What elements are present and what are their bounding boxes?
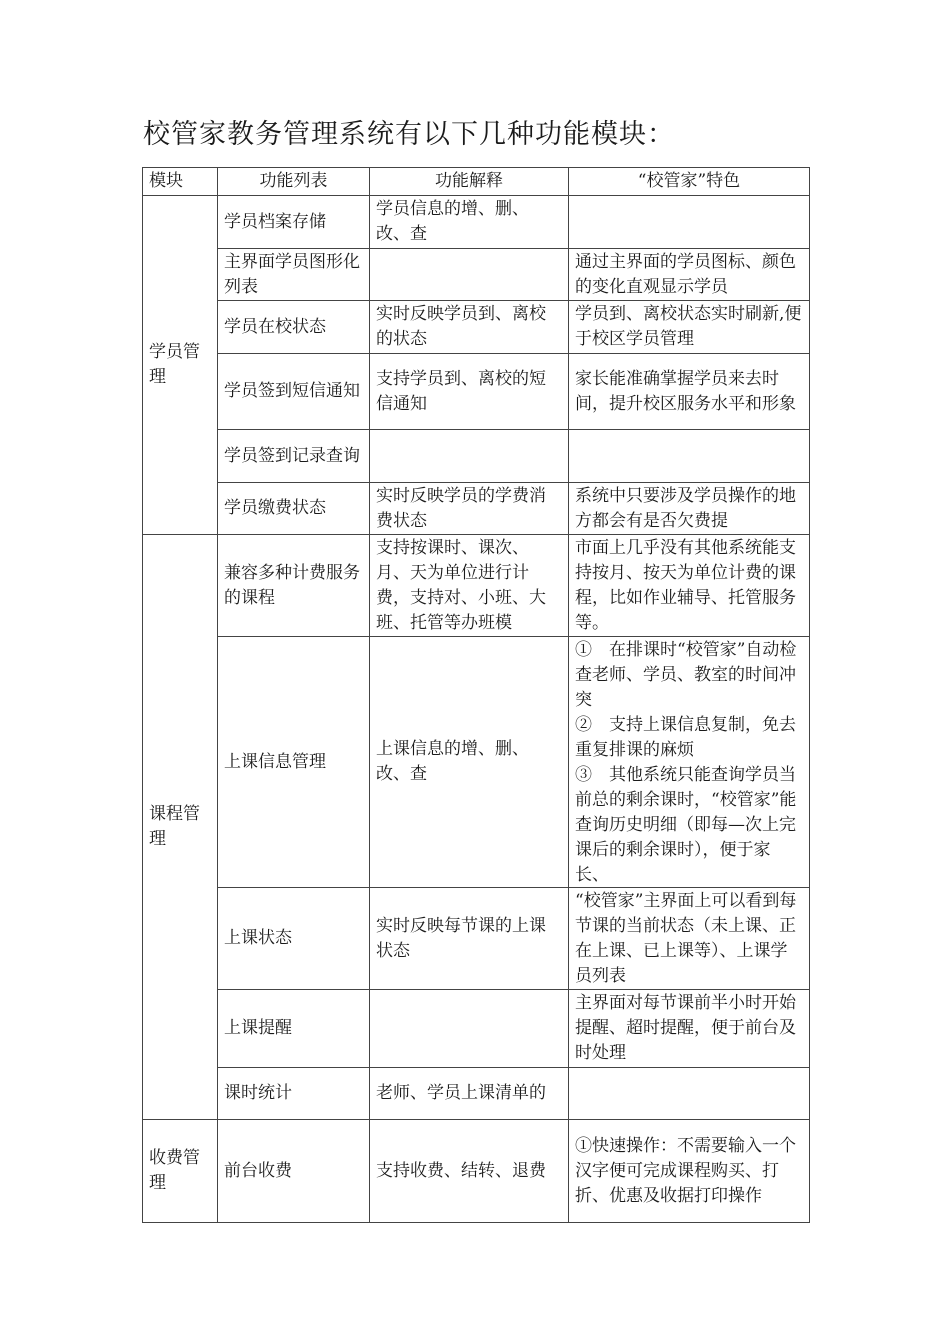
highlight-cell [569, 249, 810, 301]
explanation-cell [370, 888, 569, 990]
table-row [143, 1120, 810, 1223]
explanation-cell [370, 1068, 569, 1120]
module-cell: 课程管理 [143, 535, 218, 1120]
explanation-cell-text: 实时反映每节课的上课状态 [376, 915, 546, 961]
feature-cell-text: 学员档案存储 [224, 211, 326, 232]
explanation-cell [370, 483, 569, 535]
highlight-cell [569, 483, 810, 535]
feature-cell [218, 483, 370, 535]
explanation-cell [370, 1120, 569, 1223]
feature-cell [218, 990, 370, 1068]
feature-cell [218, 888, 370, 990]
header-highlight: “校管家”特色 [569, 168, 810, 196]
explanation-cell [370, 637, 569, 888]
header-module: 模块 [143, 168, 218, 196]
highlight-cell [569, 1068, 810, 1120]
highlight-cell-text: 系统中只要涉及学员操作的地方都会有是否欠费提 [575, 485, 796, 531]
table-row [143, 249, 810, 301]
feature-cell-text: 主界面学员图形化列表 [224, 251, 360, 297]
feature-cell-text: 兼容多种计费服务的课程 [224, 562, 360, 608]
highlight-cell-text: 主界面对每节课前半小时开始提醒、超时提醒，便于前台及时处理 [575, 993, 796, 1063]
feature-cell [218, 430, 370, 483]
explanation-cell-text: 实时反映学员到、离校的状态 [376, 304, 546, 349]
feature-cell [218, 1120, 370, 1223]
feature-cell [218, 535, 370, 637]
table-row [143, 430, 810, 483]
highlight-cell [569, 196, 810, 249]
highlight-cell-text: 通过主界面的学员图标、颜色的变化直观显示学员 [575, 251, 796, 297]
explanation-cell-text: 学员信息的增、删、改、查 [376, 199, 529, 244]
feature-cell [218, 1068, 370, 1120]
explanation-cell [370, 249, 569, 301]
highlight-cell [569, 430, 810, 483]
table-row [143, 535, 810, 637]
explanation-cell-text: 老师、学员上课清单的 [376, 1083, 546, 1103]
feature-cell-text: 上课状态 [224, 928, 292, 948]
feature-cell-text: 学员签到短信通知 [224, 381, 360, 401]
table-row [143, 483, 810, 535]
highlight-cell-text: ① 在排课时“校管家”自动检查老师、学员、教室的时间冲突 ② 支持上课信息复制，免去重复排课的麻烦 ③ 其他系统只能查询学员当前总的剩余课时，“校管家”能查询历史明细（即每—次上完课后的剩余课时），便于家长、 [575, 639, 797, 885]
table-row [143, 1068, 810, 1120]
table-row [143, 990, 810, 1068]
highlight-cell-text: “校管家”主界面上可以看到每节课的当前状态（未上课、正在上课、已上课等）、上课学员列表 [575, 890, 797, 986]
highlight-cell-text: 家长能准确掌握学员来去时间，提升校区服务水平和形象 [575, 368, 796, 414]
explanation-cell [370, 196, 569, 249]
table-header-row [143, 168, 810, 196]
feature-cell-text: 上课提醒 [224, 1018, 292, 1038]
table-row [143, 196, 810, 249]
highlight-cell [569, 888, 810, 990]
highlight-cell [569, 1120, 810, 1223]
feature-cell [218, 637, 370, 888]
module-cell: 收费管理 [143, 1120, 218, 1223]
highlight-cell-text: 市面上几乎没有其他系统能支持按月、按天为单位计费的课程，比如作业辅导、托管服务等。 [575, 537, 796, 633]
highlight-cell [569, 535, 810, 637]
feature-cell-text: 学员签到记录查询 [224, 445, 360, 466]
feature-cell [218, 196, 370, 249]
explanation-cell-text: 实时反映学员的学费消费状态 [376, 485, 546, 531]
header-explanation: 功能解释 [370, 168, 569, 196]
function-module-table [142, 167, 810, 1223]
explanation-cell-text: 支持按课时、课次、月、天为单位进行计费，支持对、小班、大班、托管等办班模 [376, 537, 546, 633]
table-row [143, 637, 810, 888]
feature-cell [218, 249, 370, 301]
feature-cell-text: 前台收费 [224, 1160, 292, 1181]
explanation-cell [370, 990, 569, 1068]
highlight-cell-text: ①快速操作：不需要输入一个汉字便可完成课程购买、打折、优惠及收据打印操作 [575, 1135, 796, 1206]
highlight-cell-text: 学员到、离校状态实时刷新,便于校区学员管理 [575, 304, 802, 349]
feature-cell [218, 301, 370, 354]
table-row [143, 354, 810, 430]
header-feature-list: 功能列表 [218, 168, 370, 196]
explanation-cell-text: 上课信息的增、删、改、查 [376, 739, 529, 784]
feature-cell-text: 学员缴费状态 [224, 498, 326, 518]
highlight-cell [569, 990, 810, 1068]
explanation-cell [370, 354, 569, 430]
explanation-cell-text: 支持学员到、离校的短信通知 [376, 368, 546, 414]
highlight-cell [569, 637, 810, 888]
feature-cell-text: 上课信息管理 [224, 751, 326, 772]
table-row [143, 301, 810, 354]
highlight-cell [569, 354, 810, 430]
feature-cell [218, 354, 370, 430]
explanation-cell [370, 430, 569, 483]
feature-cell-text: 课时统计 [224, 1083, 292, 1103]
highlight-cell [569, 301, 810, 354]
feature-cell-text: 学员在校状态 [224, 316, 326, 337]
module-cell: 学员管理 [143, 196, 218, 535]
table-row [143, 888, 810, 990]
explanation-cell-text: 支持收费、结转、退费 [376, 1160, 546, 1181]
explanation-cell [370, 535, 569, 637]
explanation-cell [370, 301, 569, 354]
page-title: 校管家教务管理系统有以下几种功能模块： [143, 119, 675, 150]
